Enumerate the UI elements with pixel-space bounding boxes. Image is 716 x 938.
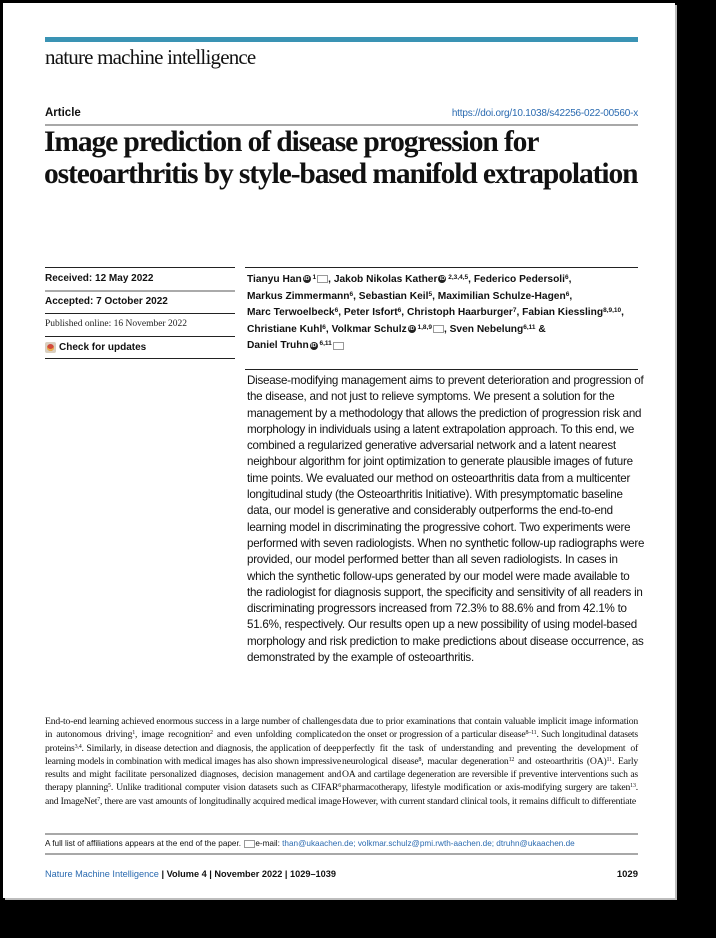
authors-divider-top [245, 267, 638, 268]
citation-ref[interactable]: 8–11 [525, 730, 537, 737]
mail-icon[interactable] [317, 275, 328, 283]
footer-divider [45, 853, 638, 855]
published-date: Published online: 16 November 2022 [45, 319, 187, 329]
journal-accent-bar [45, 37, 638, 42]
email-links[interactable]: than@ukaachen.de; volkmar.schulz@pmi.rwth-aachen.de; dtruhn@ukaachen.de [282, 839, 575, 848]
article-title: Image prediction of disease progression for osteoarthritis by style-based manifold extrapolation [44, 126, 638, 190]
affiliation-superscript: 6 [322, 323, 326, 331]
mail-icon[interactable] [433, 325, 444, 333]
affiliation-superscript: 6,11 [317, 340, 332, 348]
body-column-right: data due to prior examinations that contain valuable implicit image information on the onset or progression of a particular disease$^{8-11}$. Such longitudinal datasets perfectly fit the task of understanding and preventing the development of neurological disease$^8$, macular degeneration$^{12}$ and osteoarthritis (OA)$^{11}$. Early OA and cartilage degeneration are reversible if preventive interventions such as pharmacotherapy, lifestyle modification or axis-modifying surgery are taken$^{13}$. However, with current standard clinical tools, it remains difficult to differentiate [342, 716, 638, 807]
affiliation-superscript: 1 [310, 274, 317, 281]
affiliation-superscript: 7 [512, 307, 517, 315]
author-name[interactable]: Christiane Kuhl [247, 323, 323, 335]
author-name[interactable]: Marc Terwoelbeck [247, 307, 335, 319]
affiliation-superscript: 6 [397, 307, 402, 315]
author-name[interactable]: Sebastian Keil [358, 290, 429, 302]
affiliation-superscript: 6 [334, 307, 339, 315]
citation-ref[interactable]: 11 [606, 756, 612, 763]
journal-title: nature machine intelligence [45, 45, 256, 69]
check-for-updates-label: Check for updates [59, 342, 147, 353]
crossmark-icon [45, 342, 56, 353]
author-name[interactable]: Maximilian Schulze-Hagen [437, 290, 566, 302]
received-date: Received: 12 May 2022 [45, 273, 154, 284]
affiliation-superscript: 6 [565, 290, 570, 298]
affiliation-superscript: 6,11 [523, 323, 536, 331]
mail-icon [244, 840, 255, 848]
citation-ref[interactable]: 2 [210, 730, 213, 737]
abstract: Disease-modifying management aims to prevent deterioration and progression of the disease, and not just to relieve symptoms. We present a solution for the management by a methodology that allows the prediction of progression risk and morphology in individuals using a latent extrapolation approach. To this end, we combined a regularized generative adversarial network and a latent nearest neighbour algorithm for joint optimization to generate plausible images of future time points. We evaluated our method on osteoarthritis data from a multicenter longitudinal study (the Osteoarthritis Initiative). With presymptomatic baseline data, our model is generative and considerably outperforms the end-to-end learning model in discriminating the progressive cohort. Two experiments were performed with seven radiologists. When no synthetic follow-up radiographs were provided, our model performed better than all seven radiologists. In cases in which the synthetic follow-ups generated by our model were made available to the radiologist for diagnosis support, the specificity and sensitivity of all readers in discriminating progressors increased from 72.3% to 88.6% and from 42.1% to 51.6%, respectively. Our results open up a new possibility of using model-based morphology and risk prediction to make predictions about disease occurrence, as demonstrated by the example of osteoarthritis. [247, 374, 645, 665]
dates-divider [45, 267, 235, 268]
citation-ref[interactable]: 7 [97, 796, 101, 803]
citation-ref[interactable]: 3,4 [74, 743, 82, 750]
paper-page [3, 3, 675, 898]
citation-ref[interactable]: 13 [630, 783, 636, 790]
affiliation-superscript: 5 [428, 290, 433, 298]
author-name[interactable]: Jakob Nikolas Kather [333, 274, 438, 285]
author-list: Tianyu Han iD $^1$ , Jakob Nikolas Kather iD $^{2,3,4,5}$, Federico Pedersoli$^6$, Markus Zimmermann$^6$, Sebastian Keil$^5$, Maximilian Schulze-Hagen$^6$, Marc Terwoelbeck$^6$, Peter Isfort$^6$, Christoph Haarburger$^7$, Fabian Kiessling$^{8,9,10}$, Christiane Kuhl$^6$, Volkmar Schulz iD $^{1,8,9}$ , Sven Nebelung$^{6,11}$ & Daniel Truhn iD $^{6,11}$ [247, 274, 624, 352]
author-name[interactable]: Markus Zimmermann [247, 290, 350, 302]
mail-icon[interactable] [333, 342, 344, 350]
author-name[interactable]: Peter Isfort [343, 307, 398, 319]
dates-divider [45, 358, 235, 359]
citation-ref[interactable]: 8 [418, 756, 422, 763]
author-name[interactable]: Fabian Kiessling [522, 307, 604, 319]
orcid-icon[interactable]: iD [408, 326, 415, 333]
dates-divider [45, 336, 235, 337]
check-for-updates-button[interactable] [45, 342, 146, 353]
affiliation-superscript: 1,8,9 [415, 323, 432, 331]
author-name[interactable]: Christoph Haarburger [406, 307, 513, 319]
orcid-icon[interactable]: iD [303, 276, 310, 283]
citation-ref[interactable]: 5 [108, 783, 111, 790]
footer-journal-link[interactable]: Nature Machine Intelligence [45, 869, 159, 879]
citation-ref[interactable]: 6 [338, 783, 341, 790]
affiliation-superscript: 6 [564, 274, 569, 281]
dates-divider [45, 313, 235, 314]
article-type-label: Article [45, 107, 81, 119]
body-column-left: End-to-end learning achieved enormous success in a large number of challenges in autonomous driving$^1$, image recognition$^2$ and even unfolding complicated proteins$^{3,4}$. Similarly, in disease detection and diagnosis, the application of deep learning models in combination with medical images has also shown impressive results and might facilitate personalized diagnoses, decision management and therapy planning$^5$. Unlike traditional computer vision datasets such as CIFAR$^6$ and ImageNet$^7$, there are vast amounts of longitudinally acquired medical image [45, 716, 342, 807]
author-name[interactable]: Sven Nebelung [449, 323, 524, 335]
footnote-divider [45, 833, 638, 835]
doi-link[interactable]: https://doi.org/10.1038/s42256-022-00560-x [451, 108, 638, 119]
authors-divider-bottom [245, 369, 638, 370]
author-name[interactable]: Tianyu Han [247, 274, 302, 285]
dates-divider [45, 290, 235, 292]
page-number: 1029 [616, 869, 638, 880]
author-name[interactable]: Volkmar Schulz [331, 323, 407, 335]
author-name[interactable]: Daniel Truhn [247, 340, 309, 352]
orcid-icon[interactable]: iD [439, 276, 446, 283]
affiliation-superscript: 6 [349, 290, 354, 298]
accepted-date: Accepted: 7 October 2022 [45, 296, 168, 307]
affiliation-superscript: 8,9,10 [603, 307, 622, 315]
citation-ref[interactable]: 1 [132, 730, 136, 737]
footer-citation: Nature Machine Intelligence | Volume 4 | November 2022 | 1029–1039 [45, 869, 336, 879]
affiliation-superscript: 2,3,4,5 [446, 274, 469, 281]
author-name[interactable]: Federico Pedersoli [473, 274, 565, 285]
orcid-icon[interactable]: iD [310, 342, 317, 349]
citation-ref[interactable]: 12 [508, 756, 515, 763]
affiliations-note: A full list of affiliations appears at the end of the paper. e-mail: than@ukaachen.de; volkmar.schulz@pmi.rwth-aachen.de; dtruhn@ukaachen.de [45, 839, 575, 848]
